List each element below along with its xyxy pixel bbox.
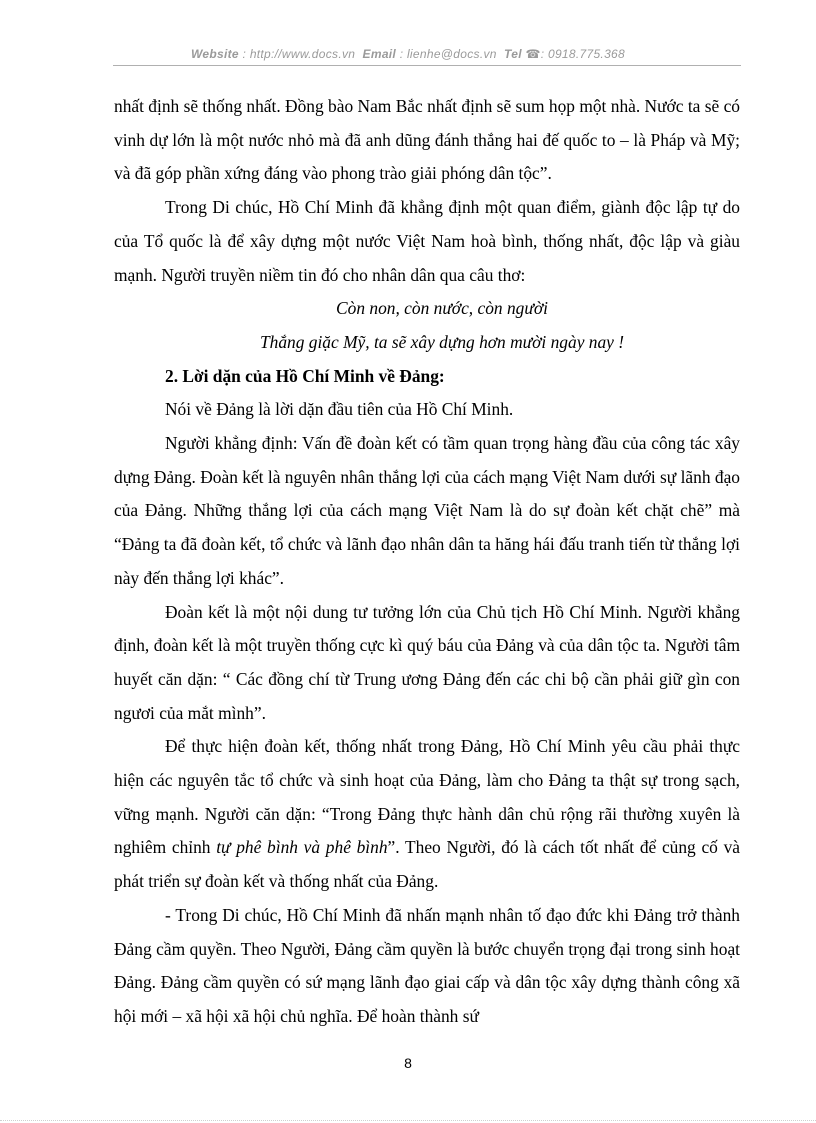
email-label: Email: [362, 47, 397, 61]
paragraph-3: Nói về Đảng là lời dặn đầu tiên của Hồ Chí Minh.: [165, 399, 514, 420]
paragraph-6-text-b: ”. Theo Người, đó là cách tốt nhất để củng cố và phát triển sự đoàn kết và thống nhất của Đảng.: [114, 837, 740, 892]
paragraph-2: Trong Di chúc, Hồ Chí Minh đã khẳng định một quan điểm, giành độc lập tự do của Tổ quốc là để xây dựng một nước Việt Nam hoà bình, thống nhất, độc lập và giàu mạnh. Người truyền niềm tin đó cho nhân dân qua câu thơ:: [114, 197, 740, 285]
paragraph-6: [114, 730, 740, 899]
paragraph-5: Đoàn kết là một nội dung tư tưởng lớn của Chủ tịch Hồ Chí Minh. Người khẳng định, đoàn kết là một truyền thống cực kì quý báu của Đảng và của dân tộc ta. Người tâm huyết căn dặn: “ Các đồng chí từ Trung ương Đảng đến các chi bộ cần phải giữ gìn con ngươi của mắt mình”.: [114, 601, 740, 723]
header-divider: [113, 65, 741, 66]
email-value: : lienhe@docs.vn: [399, 47, 497, 61]
page-number: 8: [404, 1055, 412, 1071]
paragraph-6-text-a: Để thực hiện đoàn kết, thống nhất trong Đảng, Hồ Chí Minh yêu cầu phải thực hiện các nguyên tắc tổ chức và sinh hoạt của Đảng, làm cho Đảng ta thật sự trong sạch, vững mạnh. Người căn dặn: “Trong Đảng thực hành dân chủ rộng rãi thường xuyên là nghiêm chỉnh: [114, 736, 740, 858]
website-label: Website: [191, 47, 239, 61]
paragraph-7: - Trong Di chúc, Hồ Chí Minh đã nhấn mạnh nhân tố đạo đức khi Đảng trở thành Đảng cầm quyền. Theo Người, Đảng cầm quyền là bước chuyển trọng đại trong sinh hoạt Đảng. Đảng cầm quyền có sứ mạng lãnh đạo giai cấp và dân tộc xây dựng thành công xã hội mới – xã hội xã hội chủ nghĩa. Để hoàn thành sứ: [114, 904, 740, 1026]
poem-line-2: Thắng giặc Mỹ, ta sẽ xây dựng hơn mười ngày nay !: [259, 331, 625, 352]
website-value: : http://www.docs.vn: [242, 47, 356, 61]
page-header: [0, 47, 816, 61]
paragraph-4: Người khẳng định: Vấn đề đoàn kết có tầm quan trọng hàng đầu của công tác xây dựng Đảng. Đoàn kết là nguyên nhân thắng lợi của cách mạng Việt Nam dưới sự lãnh đạo của Đảng. Những thắng lợi của cách mạng Việt Nam là do sự đoàn kết chặt chẽ” mà “Đảng ta đã đoàn kết, tổ chức và lãnh đạo nhân dân ta hăng hái đấu tranh tiến từ thắng lợi này đến thắng lợi khác”.: [114, 433, 740, 588]
poem-line-1: Còn non, còn nước, còn người: [336, 298, 548, 319]
section-heading: 2. Lời dặn của Hồ Chí Minh về Đảng:: [165, 365, 445, 386]
phone-icon: ☎: [525, 47, 541, 61]
paragraph-6-italic: tự phê bình và phê bình: [216, 837, 388, 858]
tel-value: : 0918.775.368: [540, 47, 625, 61]
tel-label: Tel: [504, 47, 522, 61]
page-bottom-edge: [0, 1120, 816, 1121]
document-body: [114, 90, 740, 1034]
paragraph-1: nhất định sẽ thống nhất. Đồng bào Nam Bắc nhất định sẽ sum họp một nhà. Nước ta sẽ có vinh dự lớn là một nước nhỏ mà đã anh dũng đánh thắng hai đế quốc to – là Pháp và Mỹ; và đã góp phần xứng đáng vào phong trào giải phóng dân tộc”.: [114, 96, 740, 184]
